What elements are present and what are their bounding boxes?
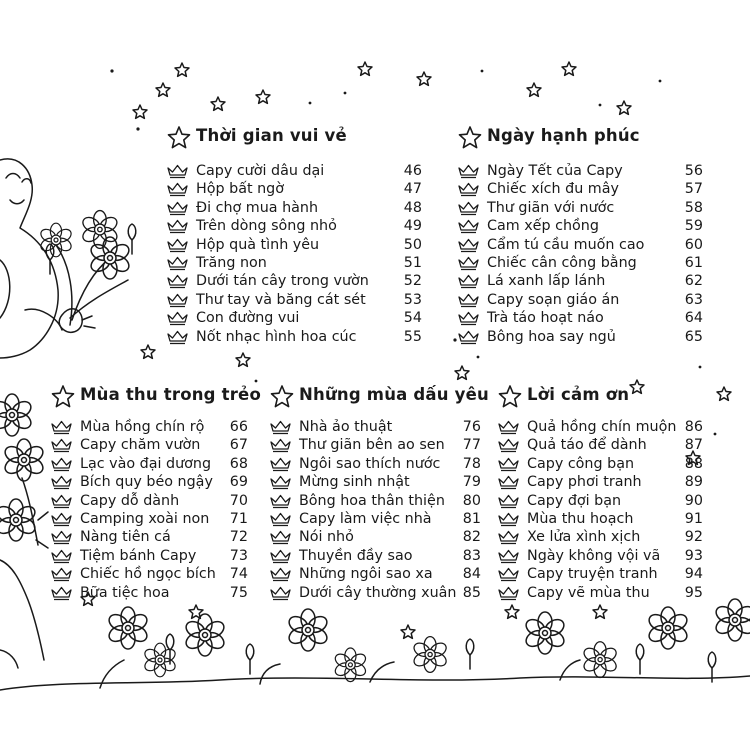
entry-title: Nhà ảo thuật	[299, 419, 393, 435]
cosmos-left-lower	[0, 394, 48, 668]
entry-page: 57	[684, 181, 703, 198]
entry-title: Dưới tán cây trong vườn	[196, 273, 369, 290]
star-icon	[269, 384, 295, 410]
crown-icon	[50, 437, 73, 454]
star-icon	[166, 125, 192, 151]
crown-icon	[269, 511, 292, 528]
entry-title: Trăng non	[196, 255, 267, 271]
entry-title: Những ngôi sao xa	[299, 566, 433, 583]
crown-icon	[269, 529, 292, 546]
entry-page: 92	[684, 529, 703, 546]
entry-page: 87	[684, 437, 703, 454]
star-icon	[497, 384, 523, 410]
entry-page: 48	[403, 199, 422, 216]
crown-icon	[50, 511, 73, 528]
entry-title: Capy dỗ dành	[80, 492, 180, 509]
entry-page: 76	[462, 419, 481, 435]
crown-icon	[269, 456, 292, 473]
entry-title: Thư tay và băng cát sét	[196, 291, 366, 308]
entry-title: Capy soạn giáo án	[487, 291, 620, 308]
crown-icon	[457, 255, 480, 272]
section-header	[457, 125, 717, 151]
entry-title: Ngày không vội vã	[527, 547, 661, 564]
section-title: Lời cảm ơn	[527, 385, 630, 404]
entry-page: 78	[462, 455, 481, 472]
crown-icon	[497, 493, 520, 510]
entry-title: Capy đợi bạn	[527, 492, 622, 509]
entry-page: 89	[684, 474, 703, 491]
toc-section-3	[50, 384, 260, 603]
entry-page: 47	[403, 181, 422, 198]
crown-icon	[166, 292, 189, 309]
crown-icon	[50, 456, 73, 473]
crown-icon	[50, 585, 73, 602]
section-title: Ngày hạnh phúc	[487, 126, 640, 145]
crown-icon	[50, 566, 73, 583]
entry-title: Nói nhỏ	[299, 529, 354, 546]
entry-title: Tiệm bánh Capy	[80, 547, 197, 564]
toc-section-1	[166, 125, 426, 347]
entry-page: 81	[462, 511, 481, 527]
entry-title: Ngày Tết của Capy	[487, 163, 623, 179]
entry-page: 85	[462, 584, 481, 601]
entry-page: 69	[229, 474, 248, 491]
entry-page: 83	[462, 547, 481, 564]
entry-page: 73	[229, 547, 248, 564]
crown-icon	[50, 493, 73, 510]
crown-icon	[166, 181, 189, 198]
crown-icon	[166, 310, 189, 327]
entry-title: Bữa tiệc hoa	[80, 584, 170, 601]
entry-title: Capy làm việc nhà	[299, 511, 432, 527]
entry-page: 55	[403, 328, 422, 345]
entry-page: 56	[684, 163, 703, 179]
entry-title: Cẩm tú cầu muốn cao	[487, 236, 645, 253]
crown-icon	[166, 255, 189, 272]
entry-page: 65	[684, 328, 703, 345]
crown-icon	[497, 456, 520, 473]
cosmos-bouquet	[39, 211, 136, 333]
crown-icon	[457, 218, 480, 235]
entry-page: 50	[403, 236, 422, 253]
entry-page: 64	[684, 310, 703, 327]
entry-title: Xe lửa xình xịch	[527, 529, 641, 546]
entry-title: Capy phơi tranh	[527, 474, 642, 491]
entry-page: 82	[462, 529, 481, 546]
crown-icon	[497, 529, 520, 546]
crown-icon	[166, 329, 189, 346]
entry-page: 52	[403, 273, 422, 290]
entry-title: Chiếc xích đu mây	[487, 181, 619, 198]
entry-title: Bích quy béo ngậy	[80, 474, 213, 491]
entry-title: Capy truyện tranh	[527, 566, 658, 583]
entry-page: 91	[684, 511, 703, 527]
crown-icon	[497, 585, 520, 602]
entry-title: Capy chăm vườn	[80, 437, 201, 454]
entry-page: 80	[462, 492, 481, 509]
entry-title: Trà táo hoạt náo	[487, 310, 604, 327]
entry-page: 66	[229, 419, 248, 435]
entry-page: 54	[403, 310, 422, 327]
entry-title: Chiếc cân công bằng	[487, 255, 637, 271]
entry-page: 63	[684, 291, 703, 308]
entry-title: Capy cười dâu dại	[196, 163, 325, 179]
section-header	[50, 384, 260, 410]
entry-title: Mừng sinh nhật	[299, 474, 410, 491]
entry-title: Hộp bất ngờ	[196, 181, 284, 198]
crown-icon	[166, 273, 189, 290]
section-title: Thời gian vui vẻ	[196, 126, 347, 145]
entry-title: Camping xoài non	[80, 511, 210, 527]
crown-icon	[50, 419, 73, 436]
entry-page: 71	[229, 511, 248, 527]
entry-list	[497, 418, 712, 603]
crown-icon	[457, 273, 480, 290]
crown-icon	[497, 548, 520, 565]
entry-page: 79	[462, 474, 481, 491]
crown-icon	[497, 419, 520, 436]
entry-page: 51	[403, 255, 422, 271]
entry-list	[50, 418, 260, 603]
crown-icon	[457, 163, 480, 180]
crown-icon	[457, 329, 480, 346]
entry-title: Bông hoa say ngủ	[487, 328, 616, 345]
entry-page: 84	[462, 566, 481, 583]
entry-page: 49	[403, 218, 422, 235]
entry-list	[457, 162, 717, 347]
entry-page: 88	[684, 455, 703, 472]
entry-page: 68	[229, 455, 248, 472]
entry-title: Mùa hồng chín rộ	[80, 419, 205, 435]
crown-icon	[269, 493, 292, 510]
entry-page: 90	[684, 492, 703, 509]
entry-title: Thư giãn với nước	[487, 199, 615, 216]
crown-icon	[269, 437, 292, 454]
toc-section-2	[457, 125, 717, 347]
entry-title: Lá xanh lấp lánh	[487, 273, 606, 290]
crown-icon	[166, 163, 189, 180]
crown-icon	[269, 585, 292, 602]
entry-page: 59	[684, 218, 703, 235]
entry-page: 70	[229, 492, 248, 509]
entry-list	[269, 418, 484, 603]
entry-page: 62	[684, 273, 703, 290]
toc-section-4	[269, 384, 489, 603]
section-header	[166, 125, 426, 151]
star-icon	[457, 125, 483, 151]
section-title: Những mùa dấu yêu	[299, 385, 489, 404]
crown-icon	[497, 474, 520, 491]
crown-icon	[269, 548, 292, 565]
crown-icon	[457, 200, 480, 217]
section-title: Mùa thu trong trẻo	[80, 385, 261, 404]
entry-title: Ngôi sao thích nước	[299, 455, 441, 472]
entry-page: 74	[229, 566, 248, 583]
entry-page: 67	[229, 437, 248, 454]
crown-icon	[457, 237, 480, 254]
entry-page: 86	[684, 419, 703, 435]
entry-title: Thuyền đầy sao	[299, 547, 413, 564]
crown-icon	[457, 310, 480, 327]
entry-page: 61	[684, 255, 703, 271]
entry-title: Capy vẽ mùa thu	[527, 584, 650, 601]
entry-page: 77	[462, 437, 481, 454]
star-icon	[50, 384, 76, 410]
crown-icon	[269, 566, 292, 583]
entry-title: Đi chợ mua hành	[196, 199, 319, 216]
crown-icon	[497, 511, 520, 528]
entry-title: Quả hồng chín muộn	[527, 419, 677, 435]
entry-title: Thư giãn bên ao sen	[299, 437, 445, 454]
entry-page: 75	[229, 584, 248, 601]
section-header	[497, 384, 712, 410]
crown-icon	[166, 218, 189, 235]
crown-icon	[166, 200, 189, 217]
entry-page: 93	[684, 547, 703, 564]
entry-title: Nốt nhạc hình hoa cúc	[196, 328, 357, 345]
entry-title: Quả táo để dành	[527, 437, 647, 454]
entry-title: Capy công bạn	[527, 455, 635, 472]
cosmos-bottom-border	[0, 592, 750, 690]
entry-page: 46	[403, 163, 422, 179]
entry-page: 53	[403, 291, 422, 308]
entry-title: Lạc vào đại dương	[80, 455, 212, 472]
entry-page: 58	[684, 199, 703, 216]
entry-title: Mùa thu hoạch	[527, 511, 634, 527]
crown-icon	[269, 419, 292, 436]
entry-title: Bông hoa thân thiện	[299, 492, 445, 509]
entry-title: Dưới cây thường xuân	[299, 584, 457, 601]
capybara-illustration	[0, 159, 62, 358]
crown-icon	[50, 529, 73, 546]
entry-title: Chiếc hồ ngọc bích	[80, 566, 216, 583]
entry-page: 95	[684, 584, 703, 601]
crown-icon	[457, 181, 480, 198]
crown-icon	[50, 548, 73, 565]
entry-title: Cam xếp chồng	[487, 218, 599, 235]
crown-icon	[497, 566, 520, 583]
toc-section-5	[497, 384, 712, 603]
entry-title: Trên dòng sông nhỏ	[196, 218, 337, 235]
section-header	[269, 384, 489, 410]
crown-icon	[457, 292, 480, 309]
entry-page: 94	[684, 566, 703, 583]
crown-icon	[269, 474, 292, 491]
entry-title: Con đường vui	[196, 310, 300, 327]
entry-page: 60	[684, 236, 703, 253]
crown-icon	[50, 474, 73, 491]
crown-icon	[497, 437, 520, 454]
entry-page: 72	[229, 529, 248, 546]
entry-title: Nàng tiên cá	[80, 529, 171, 546]
crown-icon	[166, 237, 189, 254]
entry-title: Hộp quà tình yêu	[196, 236, 320, 253]
entry-list	[166, 162, 426, 347]
